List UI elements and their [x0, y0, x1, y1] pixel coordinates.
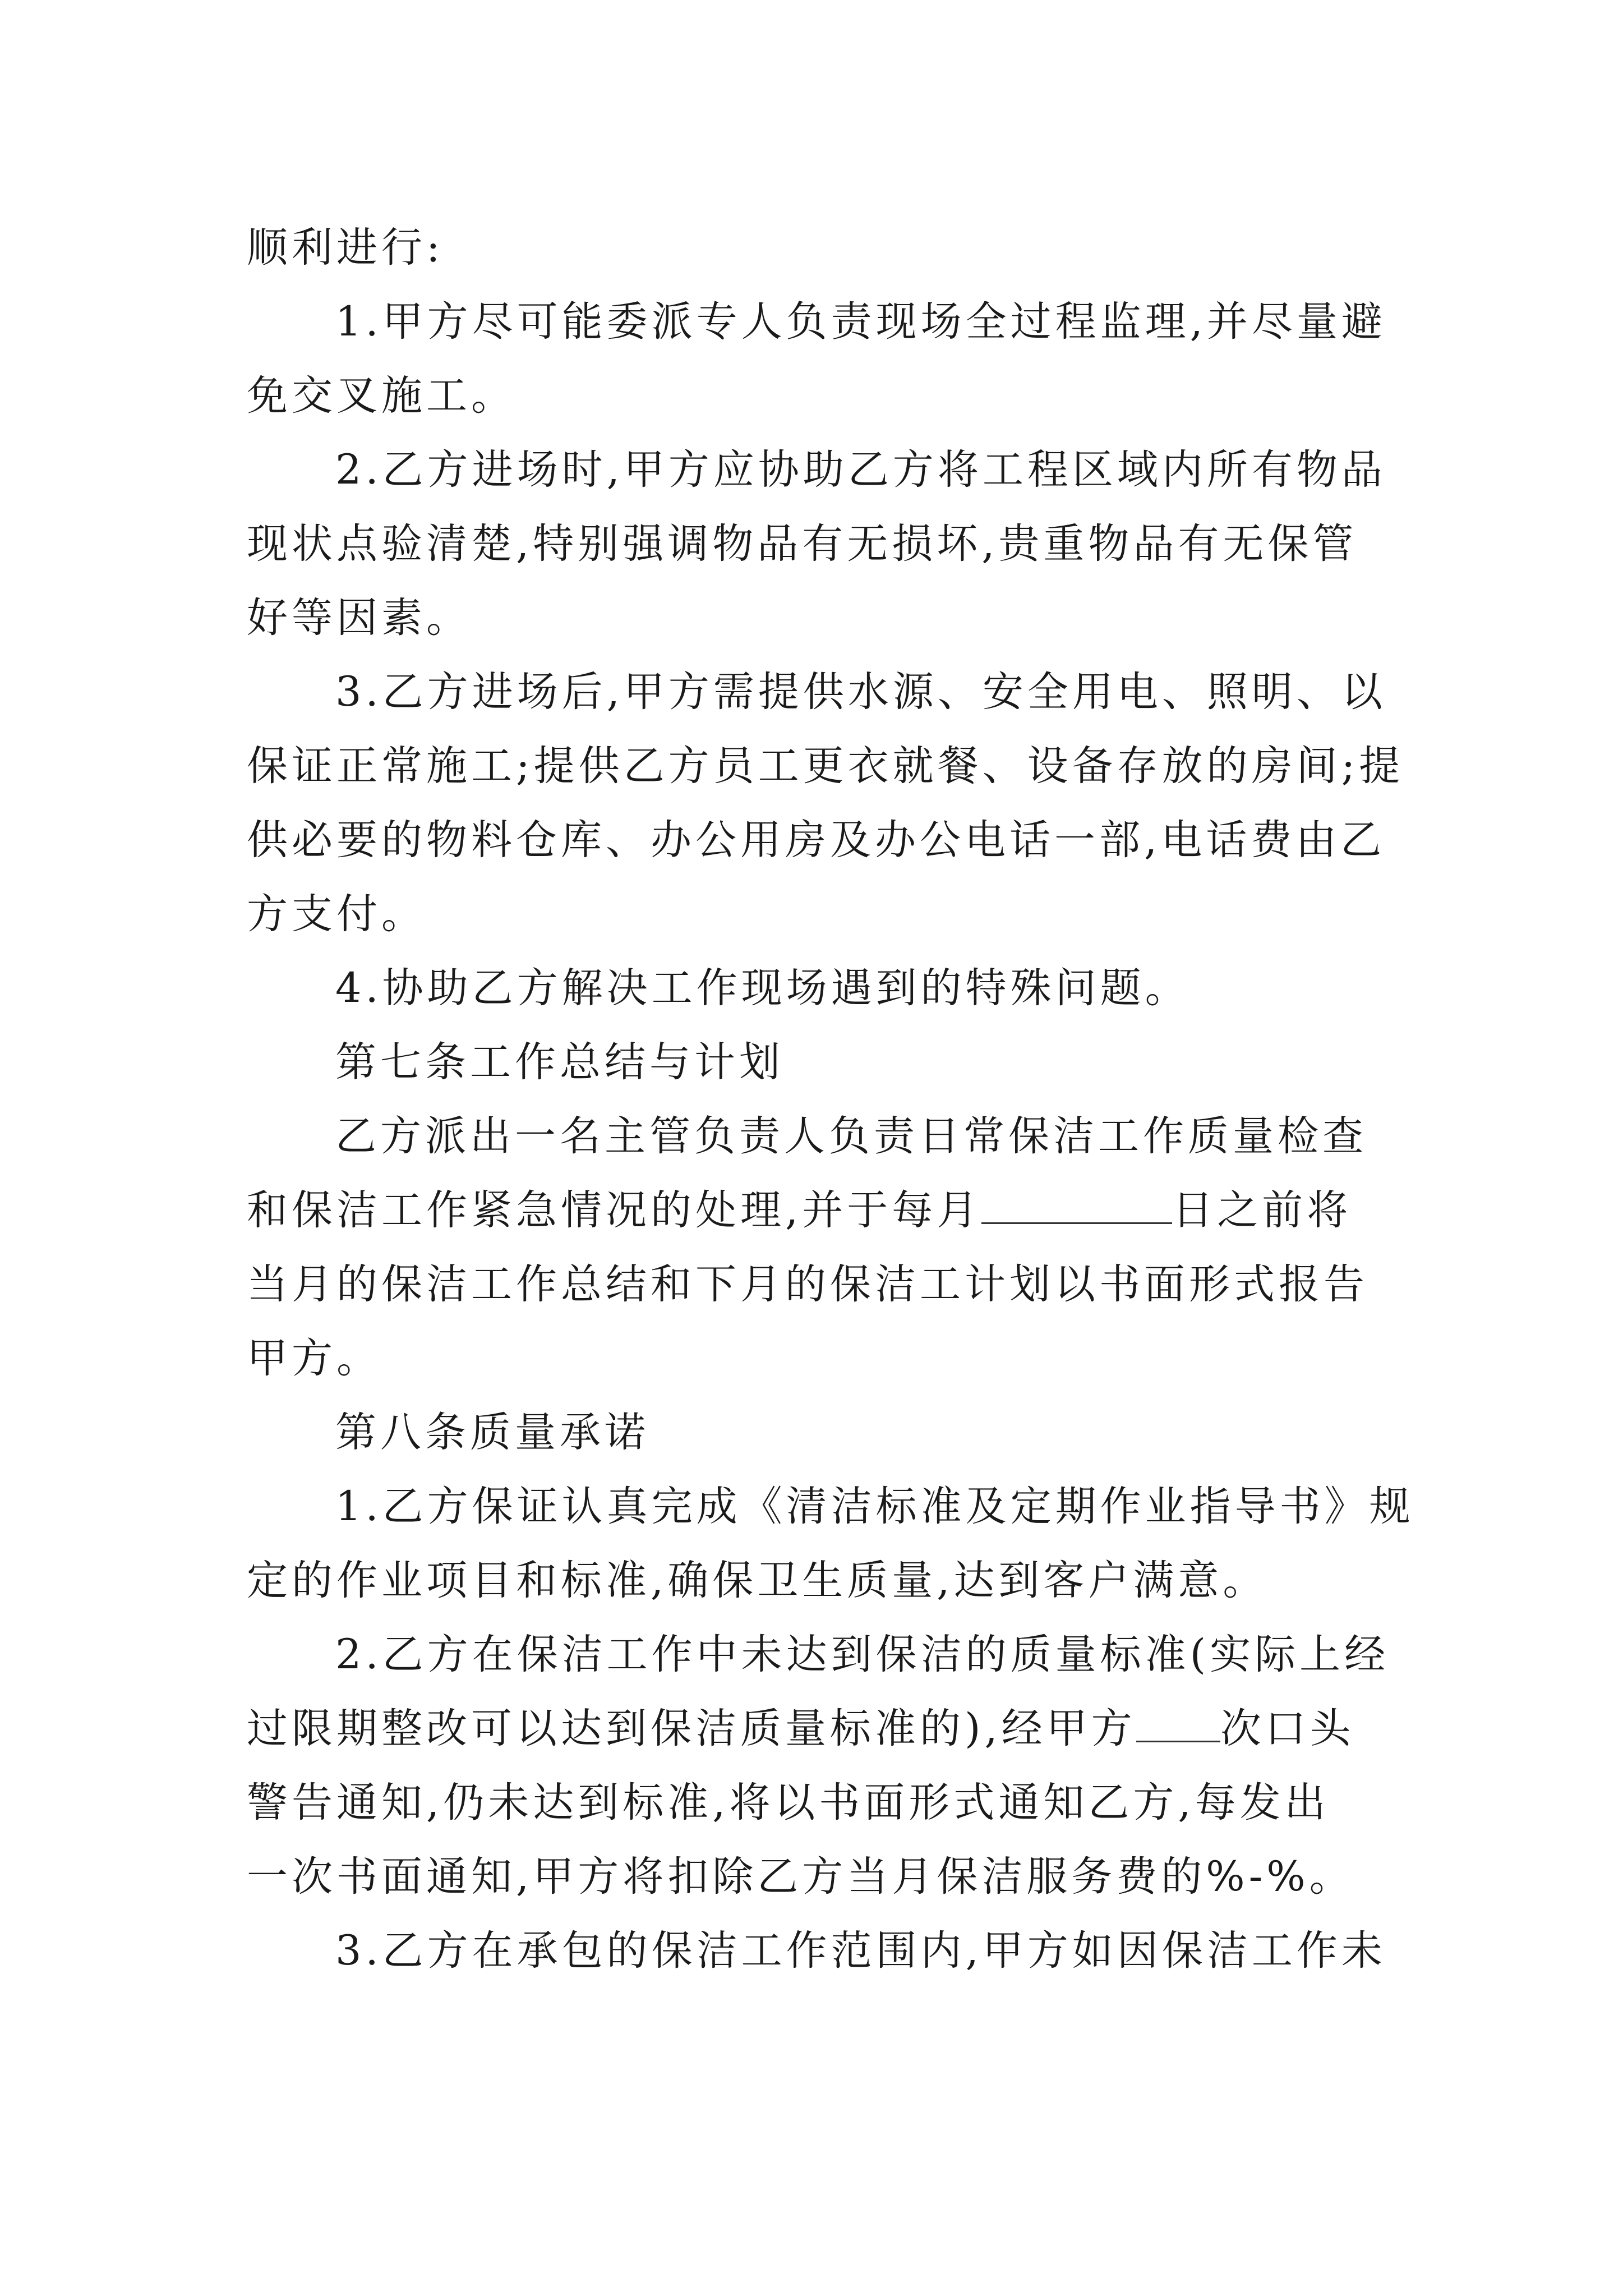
- text-line: 1.甲方尽可能委派专人负责现场全过程监理,并尽量避: [335, 298, 1386, 346]
- text-line: 保证正常施工;提供乙方员工更衣就餐、设备存放的房间;提: [247, 742, 1404, 790]
- text-line: 3.乙方在承包的保洁工作范围内,甲方如因保洁工作未: [335, 1927, 1386, 1975]
- text-line: 2.乙方进场时,甲方应协助乙方将工程区域内所有物品: [335, 446, 1386, 494]
- text-line: 现状点验清楚,特别强调物品有无损坏,贵重物品有无保管: [247, 520, 1358, 568]
- text-line: 顺利进行:: [247, 224, 444, 272]
- text-line: 甲方。: [247, 1335, 381, 1382]
- text-line: 2.乙方在保洁工作中未达到保洁的质量标准(实际上经: [335, 1631, 1390, 1678]
- fill-in-blank: [981, 1189, 1172, 1224]
- text-line: 方支付。: [247, 890, 426, 938]
- line-fragment: 次口头: [1220, 1705, 1355, 1752]
- section-heading: 第七条工作总结与计划: [335, 1038, 784, 1086]
- text-line: 3.乙方进场后,甲方需提供水源、安全用电、照明、以: [335, 668, 1386, 716]
- text-line: 一次书面通知,甲方将扣除乙方当月保洁服务费的%-%。: [247, 1853, 1354, 1901]
- fill-in-blank: [1136, 1707, 1220, 1742]
- text-line: 警告通知,仍未达到标准,将以书面形式通知乙方,每发出: [247, 1779, 1330, 1826]
- text-line: 1.乙方保证认真完成《清洁标准及定期作业指导书》规: [335, 1483, 1414, 1530]
- text-line: 4.协助乙方解决工作现场遇到的特殊问题。: [335, 964, 1190, 1012]
- text-line: 免交叉施工。: [247, 372, 516, 420]
- text-line-with-blank: [247, 1692, 1391, 1766]
- line-fragment: 和保洁工作紧急情况的处理,并于每月: [247, 1186, 982, 1234]
- text-line: 当月的保洁工作总结和下月的保洁工计划以书面形式报告: [247, 1260, 1368, 1308]
- section-heading: 第八条质量承诺: [335, 1409, 649, 1456]
- text-line: 定的作业项目和标准,确保卫生质量,达到客户满意。: [247, 1557, 1268, 1604]
- text-line-with-blank: [247, 1174, 1391, 1248]
- line-fragment: 过限期整改可以达到保洁质量标准的),经甲方: [247, 1705, 1136, 1752]
- text-line: 供必要的物料仓库、办公用房及办公电话一部,电话费由乙: [247, 816, 1386, 864]
- document-body: [247, 211, 1414, 1988]
- text-line: 好等因素。: [247, 594, 471, 642]
- line-fragment: 日之前将: [1172, 1186, 1352, 1234]
- text-line: 乙方派出一名主管负责人负责日常保洁工作质量检查: [335, 1112, 1367, 1160]
